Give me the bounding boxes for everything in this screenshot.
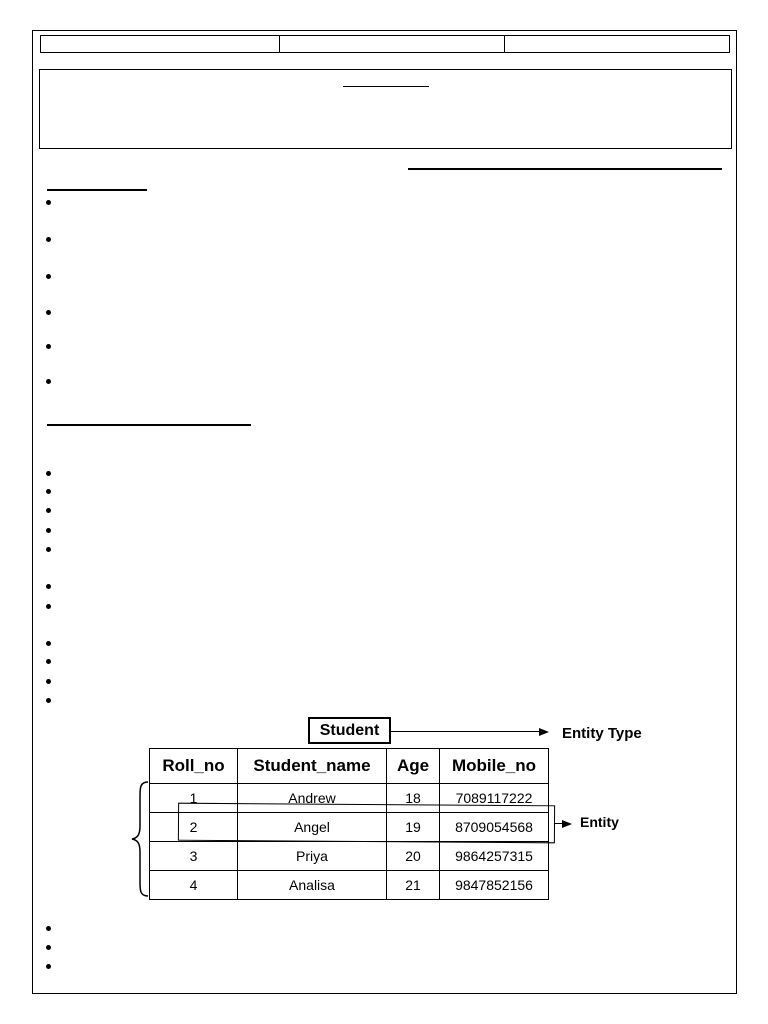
title-box bbox=[39, 69, 732, 149]
bullet bbox=[45, 963, 53, 971]
table-header-cell: Mobile_no bbox=[440, 749, 549, 784]
entity-type-box: Student bbox=[308, 717, 391, 744]
bullet bbox=[45, 470, 53, 478]
entity-type-arrow-line bbox=[391, 731, 539, 732]
table-cell: 9847852156 bbox=[440, 871, 549, 900]
header-cell-1 bbox=[41, 36, 280, 53]
table-header-row bbox=[150, 749, 549, 784]
table-cell: 2 bbox=[150, 813, 238, 842]
section-heading-underline-1 bbox=[47, 189, 147, 191]
bullet bbox=[45, 583, 53, 591]
table-cell: 20 bbox=[387, 842, 440, 871]
bullet bbox=[45, 640, 53, 648]
bullet bbox=[45, 697, 53, 705]
table-cell: 7089117222 bbox=[440, 784, 549, 813]
table-cell: 8709054568 bbox=[440, 813, 549, 842]
bullet bbox=[45, 488, 53, 496]
section-heading-underline-2 bbox=[47, 424, 251, 426]
entity-type-label: Entity Type bbox=[562, 725, 642, 742]
table-cell: 1 bbox=[150, 784, 238, 813]
bullet bbox=[45, 343, 53, 351]
bullet bbox=[45, 527, 53, 535]
table-cell: 18 bbox=[387, 784, 440, 813]
entity-label: Entity bbox=[580, 814, 619, 830]
bullet bbox=[45, 309, 53, 317]
table-row bbox=[150, 871, 549, 900]
bullet bbox=[45, 199, 53, 207]
bullet bbox=[45, 236, 53, 244]
table-cell: Analisa bbox=[238, 871, 387, 900]
bullet bbox=[45, 658, 53, 666]
bullet bbox=[45, 546, 53, 554]
bullet bbox=[45, 925, 53, 933]
table-cell: 9864257315 bbox=[440, 842, 549, 871]
table-cell: 19 bbox=[387, 813, 440, 842]
bullet bbox=[45, 944, 53, 952]
header-cell-2 bbox=[280, 36, 505, 53]
table-header-cell: Age bbox=[387, 749, 440, 784]
table-cell: Andrew bbox=[238, 784, 387, 813]
title-underline bbox=[343, 86, 429, 87]
entity-type-arrow-head bbox=[539, 728, 549, 736]
header-cell-3 bbox=[505, 36, 730, 53]
bullet bbox=[45, 603, 53, 611]
table-header-cell: Student_name bbox=[238, 749, 387, 784]
bullet bbox=[45, 273, 53, 281]
bullet bbox=[45, 678, 53, 686]
table-cell: 4 bbox=[150, 871, 238, 900]
table-cell: 21 bbox=[387, 871, 440, 900]
table-cell: Priya bbox=[238, 842, 387, 871]
bullet bbox=[45, 378, 53, 386]
table-cell: Angel bbox=[238, 813, 387, 842]
table-row bbox=[150, 842, 549, 871]
curly-brace bbox=[130, 780, 152, 898]
bullet bbox=[45, 507, 53, 515]
heading-underline-right bbox=[408, 168, 722, 170]
table-cell: 3 bbox=[150, 842, 238, 871]
entity-arrow-head bbox=[562, 820, 572, 828]
header-table bbox=[40, 35, 730, 53]
entity-highlight-box bbox=[178, 803, 555, 844]
table-header-cell: Roll_no bbox=[150, 749, 238, 784]
